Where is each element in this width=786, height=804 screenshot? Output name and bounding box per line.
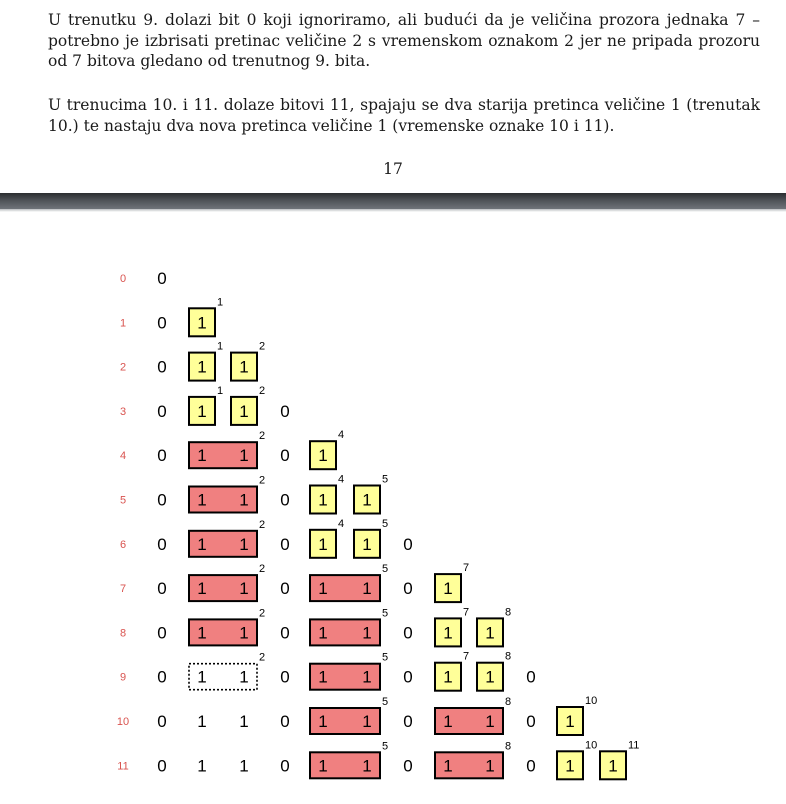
bucket-timestamp-row-10-2: 10 <box>585 695 598 707</box>
paragraph-time-10-11: U trenucima 10. i 11. dolaze bitovi 11, spajaju se dva starija pretinca veličine 1 (trenutak 10.) te nastaju dva nova pretinca veličine 1 (vremenske oznake 10 i 11). <box>48 96 760 135</box>
bit-row-8-7: 1 <box>443 623 453 643</box>
bit-row-7-3: 0 <box>280 579 290 599</box>
bucket-timestamp-row-8-0: 2 <box>259 607 266 620</box>
bit-row-1-0: 0 <box>157 313 167 333</box>
bit-row-4-4: 1 <box>318 446 328 466</box>
bit-row-8-5: 1 <box>362 623 372 643</box>
bit-row-11-9: 0 <box>526 756 536 776</box>
bucket-timestamp-row-5-1: 4 <box>338 473 345 486</box>
bucket-timestamp-row-8-2: 7 <box>463 606 470 619</box>
bit-row-11-10: 1 <box>565 756 575 776</box>
time-label-6: 6 <box>119 538 127 551</box>
bucket-timestamp-row-11-2: 10 <box>585 739 598 752</box>
time-label-9: 9 <box>119 671 127 684</box>
bit-row-2-1: 1 <box>197 357 207 377</box>
bit-row-7-5: 1 <box>362 579 372 599</box>
bit-row-11-7: 1 <box>443 756 453 776</box>
bucket-timestamp-row-2-1: 2 <box>259 340 266 353</box>
bit-row-11-1: 1 <box>197 756 207 776</box>
bucket-timestamp-row-9-3: 8 <box>505 650 512 663</box>
bit-row-10-3: 0 <box>280 712 290 731</box>
bit-row-11-3: 0 <box>280 756 290 776</box>
bit-row-5-4: 1 <box>318 490 328 510</box>
bit-row-6-3: 0 <box>280 534 290 554</box>
bit-row-2-2: 1 <box>239 357 249 377</box>
bucket-timestamp-row-11-1: 8 <box>505 740 512 753</box>
bit-row-6-2: 1 <box>239 534 249 554</box>
bucket-timestamp-row-8-3: 8 <box>505 606 512 619</box>
bit-row-11-2: 1 <box>239 756 249 776</box>
time-label-0: 0 <box>119 273 127 285</box>
bucket-timestamp-row-5-2: 5 <box>382 473 389 486</box>
bucket-timestamp-row-6-2: 5 <box>382 517 389 530</box>
bit-row-3-2: 1 <box>239 401 249 421</box>
bit-row-2-0: 0 <box>157 357 167 377</box>
bucket-timestamp-row-11-3: 11 <box>628 739 640 752</box>
bit-row-9-3: 0 <box>280 667 290 687</box>
bit-row-9-7: 1 <box>443 667 453 687</box>
time-label-11: 11 <box>117 760 129 773</box>
bit-row-6-1: 1 <box>197 534 207 554</box>
bit-row-10-8: 1 <box>485 712 495 731</box>
bit-row-7-0: 0 <box>157 579 167 599</box>
bucket-timestamp-row-9-2: 7 <box>463 650 470 663</box>
time-label-5: 5 <box>119 494 127 507</box>
time-label-3: 3 <box>119 405 127 418</box>
bucket-timestamp-row-4-0: 2 <box>259 430 266 443</box>
bucket-timestamp-row-7-0: 2 <box>259 563 266 576</box>
bit-row-6-5: 1 <box>362 534 372 554</box>
bit-row-7-1: 1 <box>197 579 207 599</box>
bit-row-9-6: 0 <box>403 667 413 687</box>
bucket-timestamp-row-4-1: 4 <box>338 429 345 442</box>
bit-row-8-8: 1 <box>485 623 495 643</box>
bit-row-10-2: 1 <box>239 712 249 731</box>
bit-row-7-4: 1 <box>318 579 328 599</box>
bit-row-7-7: 1 <box>443 579 453 599</box>
bucket-timestamp-row-10-1: 8 <box>505 696 512 708</box>
bit-row-11-0: 0 <box>157 756 167 776</box>
bucket-timestamp-row-9-1: 5 <box>382 651 389 664</box>
time-label-1: 1 <box>119 317 127 330</box>
bucket-timestamp-row-7-2: 7 <box>463 562 470 575</box>
bit-row-6-6: 0 <box>403 534 413 554</box>
bit-row-10-4: 1 <box>318 712 328 731</box>
bucket-timestamp-row-3-0: 1 <box>217 384 224 397</box>
bit-row-1-1: 1 <box>197 313 207 333</box>
bit-row-10-7: 1 <box>443 712 453 731</box>
document-page <box>0 0 786 193</box>
bit-row-8-1: 1 <box>197 623 207 643</box>
paragraph-time-9: U trenutku 9. dolazi bit 0 koji ignoriramo, ali budući da je veličina prozora jednaka 7 – potrebno je izbrisati pretinac veličine 2 s vremenskom oznakom 2 jer ne pripada prozoru od 7 bitova gledano od trenutnog 9. bita. <box>48 11 760 70</box>
bit-row-10-6: 0 <box>403 712 413 731</box>
dgim-bucket-diagram <box>0 212 786 804</box>
bucket-timestamp-row-2-0: 1 <box>217 340 224 353</box>
bit-row-8-6: 0 <box>403 623 413 643</box>
bit-row-10-1: 1 <box>197 712 207 731</box>
bit-row-3-1: 1 <box>197 401 207 421</box>
bit-row-11-8: 1 <box>485 756 495 776</box>
bucket-timestamp-row-9-0: 2 <box>259 651 266 664</box>
bit-row-5-3: 0 <box>280 490 290 510</box>
bit-row-9-8: 1 <box>485 667 495 687</box>
bucket-timestamp-row-10-0: 5 <box>382 696 389 708</box>
bit-row-4-2: 1 <box>239 446 249 466</box>
time-label-2: 2 <box>119 361 127 374</box>
bit-row-5-5: 1 <box>362 490 372 510</box>
bit-row-11-6: 0 <box>403 756 413 776</box>
bit-row-7-6: 0 <box>403 579 413 599</box>
bit-row-9-1: 1 <box>197 667 207 687</box>
bucket-timestamp-row-8-1: 5 <box>382 607 389 620</box>
bit-row-8-0: 0 <box>157 623 167 643</box>
bit-row-5-0: 0 <box>157 490 167 510</box>
bit-row-10-0: 0 <box>157 712 167 731</box>
time-label-7: 7 <box>119 583 127 596</box>
bit-row-6-0: 0 <box>157 534 167 554</box>
bit-row-8-2: 1 <box>239 623 249 643</box>
bit-row-9-5: 1 <box>362 667 372 687</box>
bit-row-11-4: 1 <box>318 756 328 776</box>
bit-row-4-1: 1 <box>197 446 207 466</box>
bit-row-4-3: 0 <box>280 446 290 466</box>
bit-row-10-9: 0 <box>526 712 536 731</box>
page-break-divider <box>0 193 786 209</box>
bucket-timestamp-row-6-0: 2 <box>259 518 266 531</box>
bit-row-5-2: 1 <box>239 490 249 510</box>
bucket-timestamp-row-11-0: 5 <box>382 740 389 753</box>
bit-row-9-2: 1 <box>239 667 249 687</box>
bit-row-10-5: 1 <box>362 712 372 731</box>
time-label-4: 4 <box>119 450 127 463</box>
bit-row-10-10: 1 <box>565 712 575 731</box>
bit-row-8-4: 1 <box>318 623 328 643</box>
bucket-timestamp-row-1-0: 1 <box>217 296 224 309</box>
bucket-timestamp-row-6-1: 4 <box>338 517 345 530</box>
bit-row-0-0: 0 <box>157 269 167 288</box>
bit-row-9-9: 0 <box>526 667 536 687</box>
bit-row-6-4: 1 <box>318 534 328 554</box>
bit-row-7-2: 1 <box>239 579 249 599</box>
bit-row-3-3: 0 <box>280 401 290 421</box>
bucket-timestamp-row-5-0: 2 <box>259 474 266 487</box>
bit-row-11-11: 1 <box>608 756 618 776</box>
time-label-8: 8 <box>119 627 127 640</box>
time-label-10: 10 <box>116 716 130 728</box>
page-number: 17 <box>383 160 403 178</box>
bit-row-9-4: 1 <box>318 667 328 687</box>
bit-row-8-3: 0 <box>280 623 290 643</box>
bit-row-5-1: 1 <box>197 490 207 510</box>
bit-row-11-5: 1 <box>362 756 372 776</box>
bit-row-3-0: 0 <box>157 401 167 421</box>
bit-row-9-0: 0 <box>157 667 167 687</box>
bit-row-4-0: 0 <box>157 446 167 466</box>
bucket-timestamp-row-3-1: 2 <box>259 384 266 397</box>
bucket-timestamp-row-7-1: 5 <box>382 563 389 576</box>
